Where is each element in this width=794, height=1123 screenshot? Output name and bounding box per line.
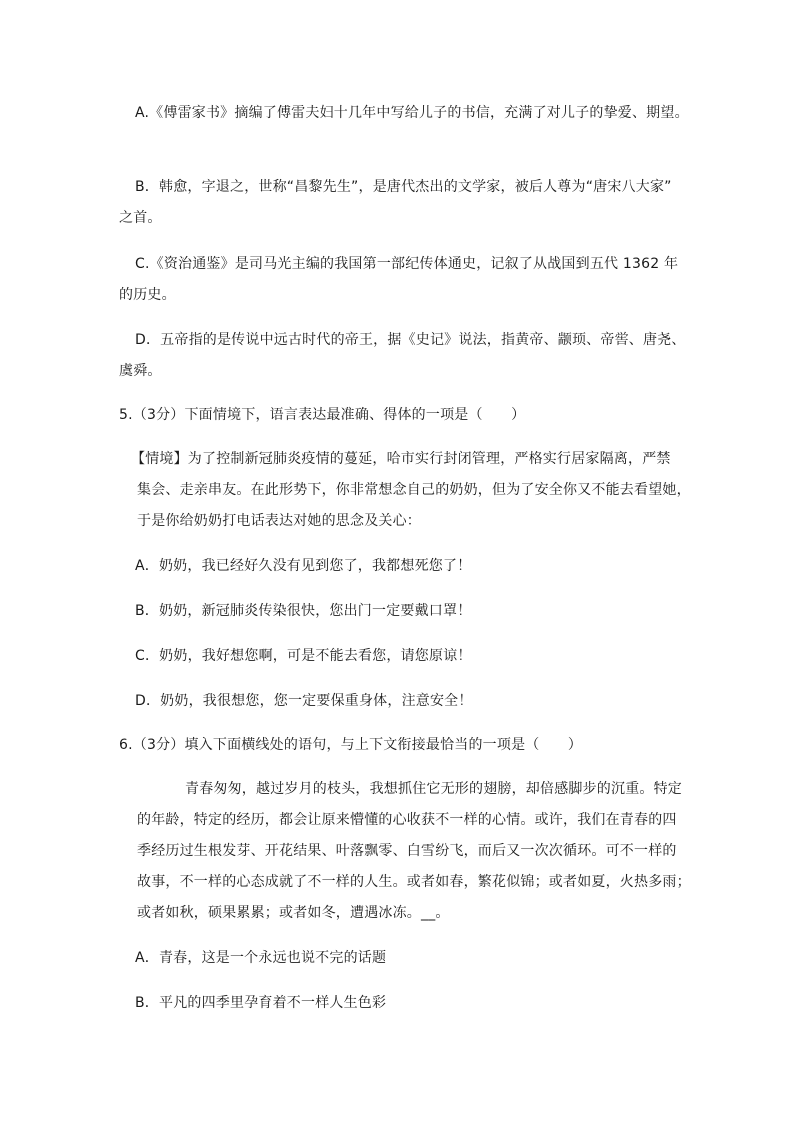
q6-option-a: A．青春，这是一个永远也说不完的话题 — [135, 950, 387, 966]
q6-passage-line2: 的年龄，特定的经历，都会让原来懵懂的心收获不一样的心情。或许，我们在青春的四 — [137, 812, 677, 828]
q4-option-b-line2: 之首。 — [119, 210, 162, 226]
q6-passage-line3: 季经历过生根发芽、开花结果、叶落飘零、白雪纷飞，而后又一次次循环。可不一样的 — [137, 843, 677, 859]
q6-passage-line5: 或者如秋，硕果累累；或者如冬，遭遇冰冻。__。 — [137, 905, 450, 921]
q4-option-d-line2: 虞舜。 — [119, 363, 162, 379]
q4-option-b-line1: B．韩愈，字退之，世称“昌黎先生”，是唐代杰出的文学家，被后人尊为“唐宋八大家” — [135, 179, 672, 195]
q5-option-b: B．奶奶，新冠肺炎传染很快，您出门一定要戴口罩！ — [135, 603, 472, 619]
q4-option-c-line1: C.《资治通鉴》是司马光主编的我国第一部纪传体通史，记叙了从战国到五代 1362 年 — [135, 256, 679, 272]
q5-option-c: C．奶奶，我好想您啊，可是不能去看您，请您原谅！ — [135, 648, 472, 664]
q4-option-d-line1: D．五帝指的是传说中远古时代的帝王，据《史记》说法，指黄帝、颛顼、帝喾、唐尧、 — [135, 332, 686, 348]
q4-option-a: A.《傅雷家书》摘编了傅雷夫妇十几年中写给儿子的书信，充满了对儿子的挚爱、期望。 — [135, 105, 689, 121]
q5-option-a: A．奶奶，我已经好久没有见到您了，我都想死您了！ — [135, 558, 472, 574]
q6-option-b: B．平凡的四季里孕育着不一样人生色彩 — [135, 995, 387, 1011]
q5-context-line3: 于是你给奶奶打电话表达对她的思念及关心： — [137, 513, 421, 529]
q6-passage-line4: 故事，不一样的心态成就了不一样的人生。或者如春，繁花似锦；或者如夏，火热多雨； — [137, 874, 691, 890]
q6-passage-line1: 青春匆匆，越过岁月的枝头，我想抓住它无形的翅膀，却倍感脚步的沉重。特定 — [185, 781, 682, 797]
q5-stem: 5.（3分）下面情境下，语言表达最准确、得体的一项是（ ） — [119, 407, 526, 423]
q5-context-line1: 【情境】为了控制新冠肺炎疫情的蔓延，哈市实行封闭管理，严格实行居家隔离，严禁 — [131, 451, 671, 467]
q5-context-line2: 集会、走亲串友。在此形势下，你非常想念自己的奶奶，但为了安全你又不能去看望她， — [137, 482, 691, 498]
q6-stem: 6.（3分）填入下面横线处的语句，与上下文衔接最恰当的一项是（ ） — [119, 737, 583, 753]
q4-option-c-line2: 的历史。 — [119, 287, 176, 303]
q5-option-d: D．奶奶，我很想您，您一定要保重身体，注意安全！ — [135, 693, 473, 709]
